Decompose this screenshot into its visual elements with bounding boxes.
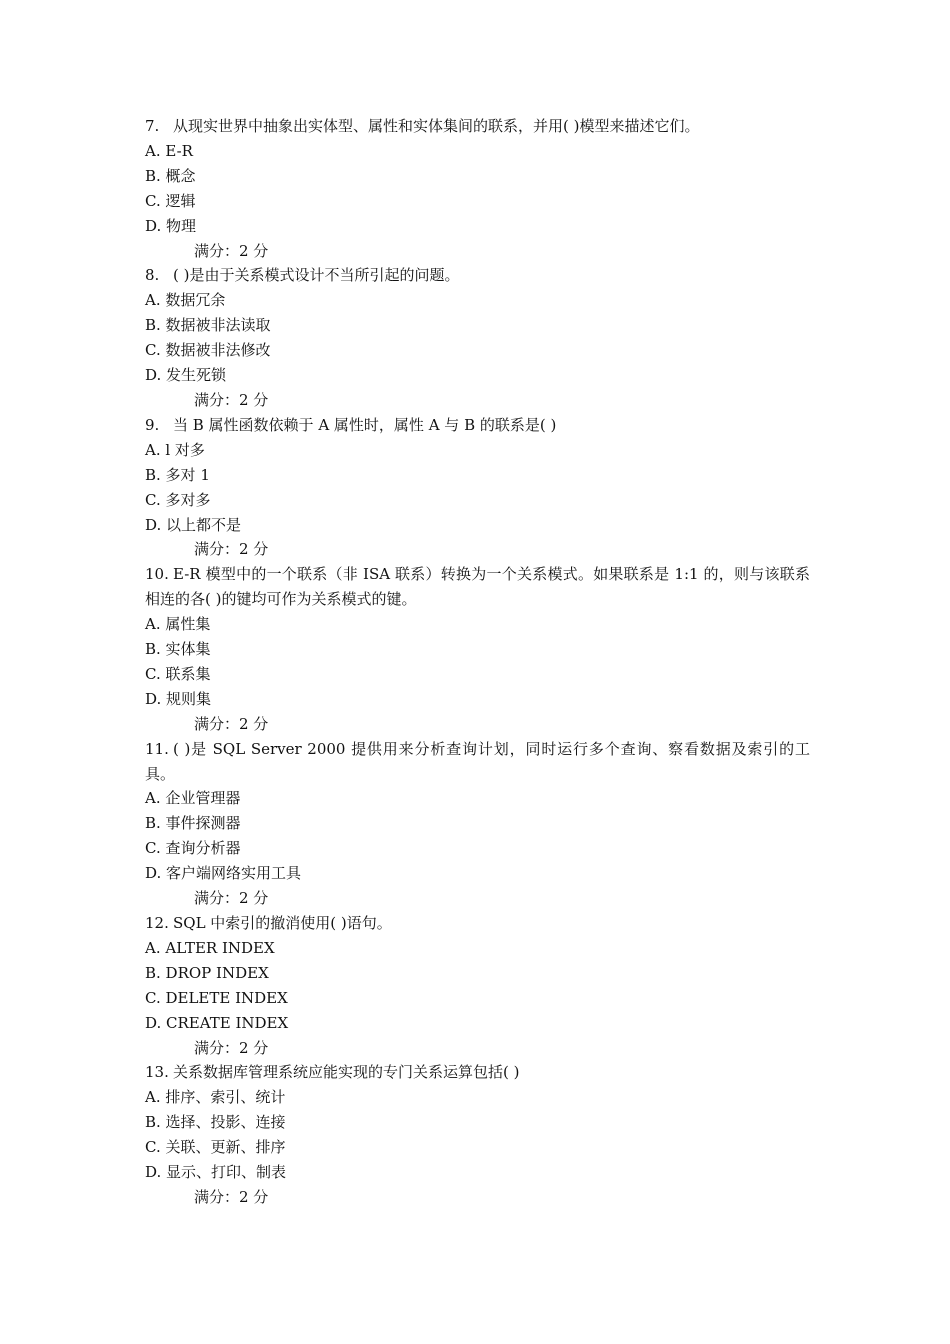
question-text: SQL 中索引的撤消使用( )语句。 (173, 914, 392, 932)
option-d: D. 物理 (145, 216, 197, 235)
score-line: 满分：2 分 (194, 540, 269, 559)
question-9 (145, 413, 810, 562)
question-number: 13. (145, 1063, 169, 1082)
question-list (145, 114, 810, 1210)
option-b: B. 选择、投影、连接 (145, 1113, 286, 1132)
question-number: 7. (145, 117, 160, 135)
question-text: 关系数据库管理系统应能实现的专门关系运算包括( ) (173, 1063, 520, 1082)
option-b: B. 数据被非法读取 (145, 316, 271, 335)
option-c: C. 逻辑 (145, 191, 196, 210)
option-d: D. 规则集 (145, 689, 212, 708)
question-11 (145, 737, 810, 911)
question-12 (145, 911, 810, 1060)
option-b: B. 实体集 (145, 640, 211, 659)
question-8 (145, 263, 810, 412)
score-line: 满分：2 分 (194, 1038, 269, 1057)
option-a: A. ALTER INDEX (145, 938, 275, 957)
option-c: C. 数据被非法修改 (145, 341, 271, 360)
score-line: 满分：2 分 (194, 889, 269, 908)
score-line: 满分：2 分 (194, 1187, 269, 1206)
option-a: A. 排序、索引、统计 (145, 1088, 286, 1107)
option-d: D. 以上都不是 (145, 515, 242, 534)
question-stem (145, 911, 810, 936)
question-number: 12. (145, 914, 169, 932)
option-c: C. 关联、更新、排序 (145, 1138, 286, 1157)
question-text: ( )是由于关系模式设计不当所引起的问题。 (173, 266, 460, 285)
option-d: D. 发生死锁 (145, 366, 227, 385)
question-number: 8. (145, 266, 160, 285)
question-text: 当 B 属性函数依赖于 A 属性时，属性 A 与 B 的联系是( ) (173, 415, 557, 434)
option-a: A. E-R (145, 141, 193, 160)
question-13 (145, 1060, 810, 1209)
option-b: B. 事件探测器 (145, 814, 241, 833)
option-a: A. 企业管理器 (145, 789, 241, 808)
question-number: 9. (145, 415, 160, 434)
question-text: 从现实世界中抽象出实体型、属性和实体集间的联系，并用( )模型来描述它们。 (173, 117, 700, 135)
option-d: D. 显示、打印、制表 (145, 1163, 287, 1182)
question-text: E-R 模型中的一个联系（非 ISA 联系）转换为一个关系模式。如果联系是 1:1 的，则与该联系相连的各( )的键均可作为关系模式的键。 (145, 565, 810, 609)
option-a: A. 属性集 (145, 615, 211, 634)
question-stem (145, 413, 810, 438)
option-d: D. CREATE INDEX (145, 1013, 289, 1032)
question-stem (145, 114, 810, 139)
question-number: 10. (145, 565, 169, 584)
question-number: 11. (145, 739, 169, 758)
option-c: C. 联系集 (145, 664, 211, 683)
option-a: A. 数据冗余 (145, 291, 226, 310)
question-10 (145, 562, 810, 736)
question-stem (145, 737, 810, 787)
question-text: ( )是 SQL Server 2000 提供用来分析查询计划，同时运行多个查询、察看数据及索引的工具。 (145, 739, 810, 783)
option-c: C. 多对多 (145, 490, 211, 509)
score-line: 满分：2 分 (194, 714, 269, 733)
question-stem (145, 562, 810, 612)
score-line: 满分：2 分 (194, 241, 269, 260)
question-stem (145, 1060, 810, 1085)
question-7 (145, 114, 810, 263)
option-b: B. DROP INDEX (145, 963, 269, 982)
option-d: D. 客户端网络实用工具 (145, 864, 302, 883)
option-c: C. 查询分析器 (145, 839, 241, 858)
option-a: A. l 对多 (145, 440, 205, 459)
option-b: B. 多对 1 (145, 465, 210, 484)
option-c: C. DELETE INDEX (145, 988, 288, 1007)
score-line: 满分：2 分 (194, 390, 269, 409)
question-stem (145, 263, 810, 288)
option-b: B. 概念 (145, 166, 196, 185)
